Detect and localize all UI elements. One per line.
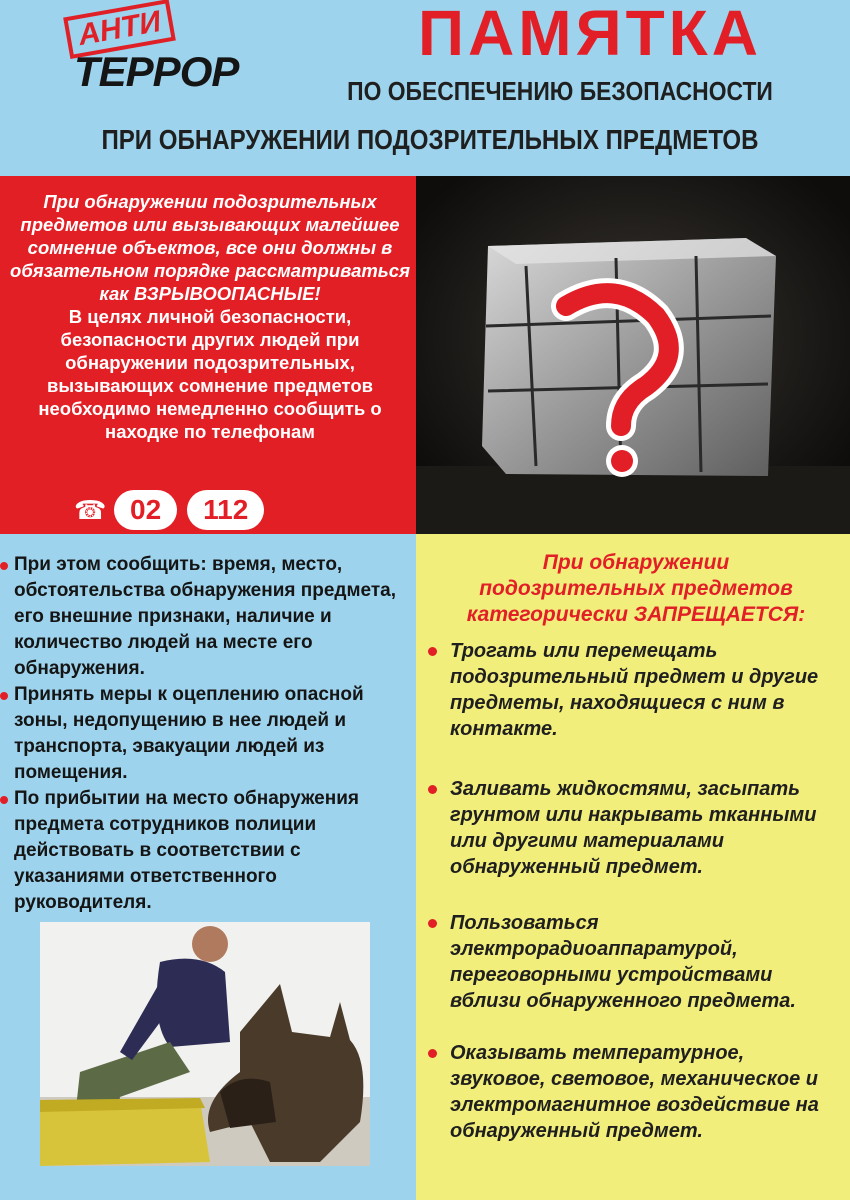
prohibitions-list [428,638,838,1144]
bullet-icon [428,785,437,794]
list-item [428,776,838,910]
bullet-icon [428,647,437,656]
bullet-icon [0,692,8,700]
wrapped-package-question-mark-image [416,176,850,534]
instructions-list [8,552,412,916]
list-item-text: Оказывать температурное, звуковое, световое, механическое и электромагнитное воздействие на обнаруженный предмет. [450,1042,819,1142]
list-item [8,786,412,916]
list-item-text: Принять меры к оцеплению опасной зоны, недопущению в нее людей и транспорта, эвакуации людей из помещения. [14,684,364,783]
list-item-text: При этом сообщить: время, место, обстоятельства обнаружения предмета, его внешние признаки, наличие и количество людей на месте его обнаружения. [14,554,397,679]
list-item-text: Пользоваться электрорадиоаппаратурой, переговорными устройствами вблизи обнаруженного предмета. [450,912,796,1012]
list-item-text: Заливать жидкостями, засыпать грунтом или накрывать тканными или другими материалами обнаруженный предмет. [450,778,817,878]
list-item-text: По прибытии на место обнаружения предмета сотрудников полиции действовать в соответствии с указаниями ответственного руководителя. [14,788,359,913]
officer-with-dog-photo [40,922,370,1166]
subtitle-line-1: ПО ОБЕСПЕЧЕНИЮ БЕЗОПАСНОСТИ [347,76,773,106]
bullet-icon [428,1049,437,1058]
phone-number-02[interactable]: 02 [114,490,177,530]
anti-terror-logo [64,4,254,114]
warning-text [10,190,410,443]
prohibitions-panel [416,534,850,1200]
list-item [428,638,838,776]
list-item-text: Трогать или перемещать подозрительный предмет и другие предметы, находящиеся с ним в контакте. [450,640,819,740]
telephone-icon: ☎ [74,494,107,525]
heading-line: подозрительных предметов [479,577,793,600]
list-item [8,682,412,786]
list-item [8,552,412,682]
logo-anti-text: АНТИ [63,0,176,59]
warning-paragraph-1: При обнаружении подозрительных предметов или вызывающих малейшее сомнение объектов, все они должны в обязательном порядке рассматриваться как ВЗРЫВООПАСНЫЕ! [10,191,410,304]
warning-paragraph-2: В целях личной безопасности, безопасности других людей при обнаружении подозрительных, вызывающих сомнение предметов необходимо немедленно сообщить о находке по телефонам [38,306,382,442]
bullet-icon [0,796,8,804]
page-title: ПАМЯТКА [418,0,762,69]
heading-line: При обнаружении [542,551,730,574]
phone-number-112[interactable]: 112 [187,490,264,530]
logo-terror-text: ТЕРРОР [74,48,239,95]
bullet-icon [428,919,437,928]
heading-line: категорически ЗАПРЕЩАЕТСЯ: [466,603,806,626]
phone-numbers [74,489,264,531]
list-item [428,910,838,1040]
warning-panel [0,176,416,534]
police-officer-with-dog-image [40,922,370,1166]
bullet-icon [0,562,8,570]
list-item [428,1040,838,1144]
package-image [416,176,850,534]
subtitle-line-2: ПРИ ОБНАРУЖЕНИИ ПОДОЗРИТЕЛЬНЫХ ПРЕДМЕТОВ [101,124,759,155]
prohibitions-heading [426,550,846,628]
